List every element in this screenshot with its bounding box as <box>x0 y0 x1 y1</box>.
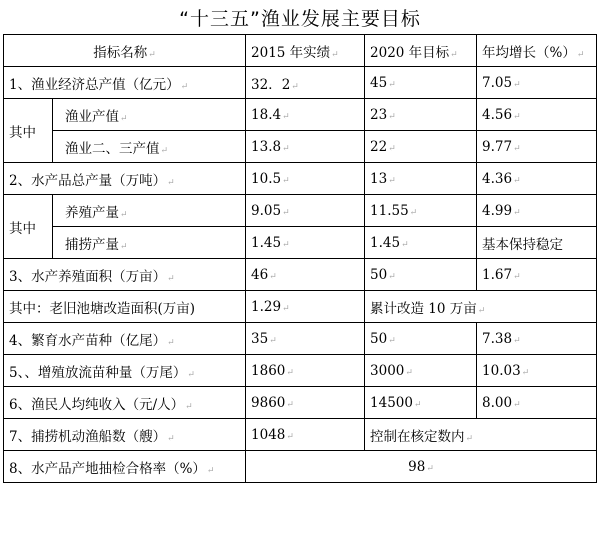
table-row <box>4 227 597 259</box>
indicator-name: 6、渔民人均纯收入（元/人）↵ <box>4 387 246 419</box>
value-2020: 14500↵ <box>365 387 477 419</box>
value-merged: 控制在核定数内↵ <box>365 419 597 451</box>
value-merged: 累计改造 10 万亩↵ <box>365 291 597 323</box>
group-label: 其中 <box>4 99 53 163</box>
table-row <box>4 67 597 99</box>
table-row <box>4 259 597 291</box>
header-2020-target: 2020 年目标↵ <box>365 35 477 67</box>
indicator-name: 4、繁育水产苗种（亿尾）↵ <box>4 323 246 355</box>
indicator-name: 渔业产值↵ <box>53 99 246 131</box>
table-row <box>4 451 597 483</box>
value-2015: 1860↵ <box>246 355 365 387</box>
table-row <box>4 195 597 227</box>
indicator-name: 1、渔业经济总产值（亿元）↵ <box>4 67 246 99</box>
value-growth: 1.67↵ <box>477 259 597 291</box>
header-annual-growth: 年均增长（%）↵ <box>477 35 597 67</box>
value-growth: 7.05↵ <box>477 67 597 99</box>
indicator-name: 5、、增殖放流苗种量（万尾）↵ <box>4 355 246 387</box>
value-growth: 9.77↵ <box>477 131 597 163</box>
value-merged: 98↵ <box>246 451 597 483</box>
value-growth: 基本保持稳定 <box>477 227 597 259</box>
value-2015: 13.8↵ <box>246 131 365 163</box>
indicator-name: 2、水产品总产量（万吨）↵ <box>4 163 246 195</box>
value-2020: 50↵ <box>365 259 477 291</box>
table-row <box>4 291 597 323</box>
table-row <box>4 99 597 131</box>
value-2015: 9.05↵ <box>246 195 365 227</box>
value-2015: 1.29↵ <box>246 291 365 323</box>
value-2020: 50↵ <box>365 323 477 355</box>
indicator-name: 渔业二、三产值↵ <box>53 131 246 163</box>
document-title: “十三五”渔业发展主要目标 <box>179 8 421 30</box>
value-growth: 10.03↵ <box>477 355 597 387</box>
indicator-name: 7、捕捞机动渔船数（艘）↵ <box>4 419 246 451</box>
value-growth: 8.00↵ <box>477 387 597 419</box>
value-2015: 10.5↵ <box>246 163 365 195</box>
indicator-name: 养殖产量↵ <box>53 195 246 227</box>
value-2015: 32．2↵ <box>246 67 365 99</box>
header-indicator: 指标名称↵ <box>4 35 246 67</box>
value-2020: 3000↵ <box>365 355 477 387</box>
value-growth: 4.56↵ <box>477 99 597 131</box>
value-2015: 1.45↵ <box>246 227 365 259</box>
indicator-name: 8、水产品产地抽检合格率（%）↵ <box>4 451 246 483</box>
value-2020: 45↵ <box>365 67 477 99</box>
header-2015-actual: 2015 年实绩↵ <box>246 35 365 67</box>
table-row <box>4 419 597 451</box>
table-row <box>4 163 597 195</box>
value-growth: 7.38↵ <box>477 323 597 355</box>
value-2020: 22↵ <box>365 131 477 163</box>
value-2015: 46↵ <box>246 259 365 291</box>
value-growth: 4.36↵ <box>477 163 597 195</box>
table-row <box>4 355 597 387</box>
table-row <box>4 131 597 163</box>
targets-table <box>3 34 597 483</box>
value-2020: 13↵ <box>365 163 477 195</box>
value-2015: 35↵ <box>246 323 365 355</box>
table-row <box>4 323 597 355</box>
value-growth: 4.99↵ <box>477 195 597 227</box>
indicator-name: 其中：老旧池塘改造面积(万亩) <box>4 291 246 323</box>
group-label: 其中 <box>4 195 53 259</box>
value-2015: 9860↵ <box>246 387 365 419</box>
indicator-name: 3、水产养殖面积（万亩）↵ <box>4 259 246 291</box>
value-2015: 18.4↵ <box>246 99 365 131</box>
value-2020: 11.55↵ <box>365 195 477 227</box>
value-2020: 1.45↵ <box>365 227 477 259</box>
indicator-name: 捕捞产量↵ <box>53 227 246 259</box>
value-2015: 1048↵ <box>246 419 365 451</box>
table-header-row <box>4 35 597 67</box>
table-row <box>4 387 597 419</box>
value-2020: 23↵ <box>365 99 477 131</box>
